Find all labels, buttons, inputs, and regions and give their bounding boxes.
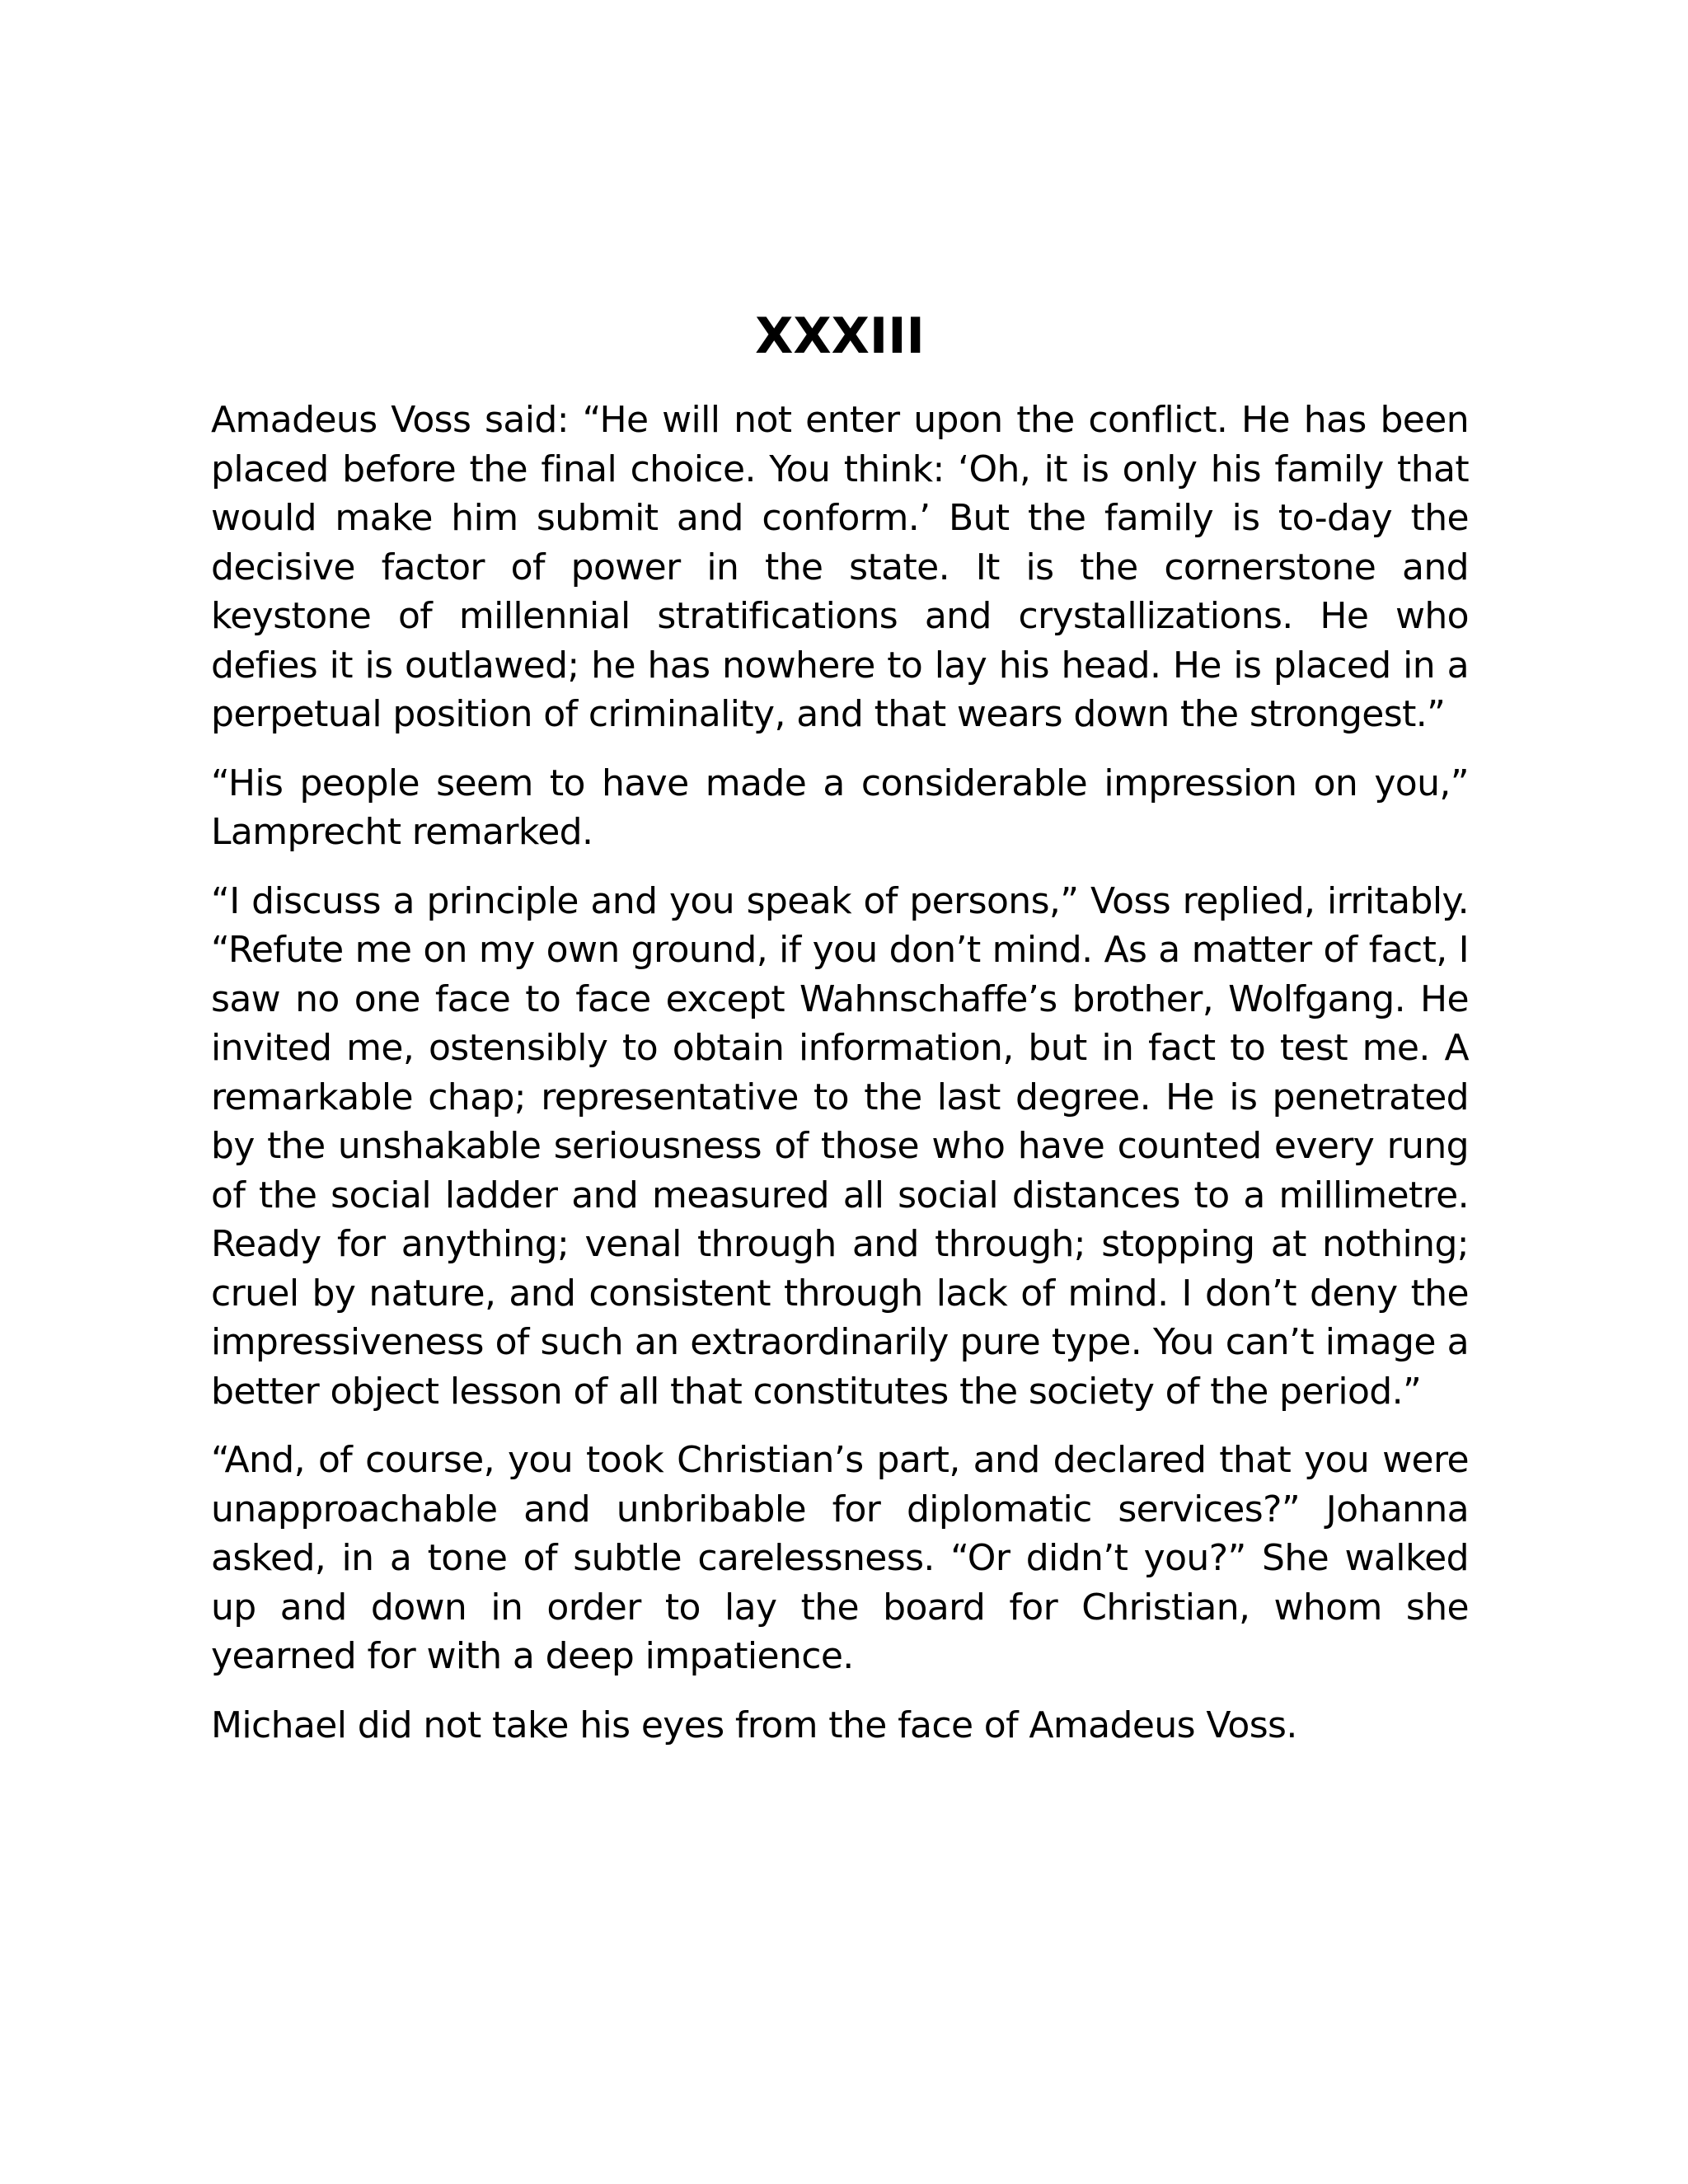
paragraph-2: “His people seem to have made a considerable impression on you,” Lamprecht remarked. — [211, 762, 1469, 853]
paragraph-3: “I discuss a principle and you speak of persons,” Voss replied, irritably. “Refute me on my own ground, if you don’t mind. As a matter of fact, I saw no one face to face except Wahnschaffe’s brother, Wolfgang. He invited me, ostensibly to obtain information, but in fact to test me. A remarkable chap; representative to the last degree. He is penetrated by the unshakable seriousness of those who have counted every rung of the social ladder and measured all social distances to a millimetre. Ready for anything; venal through and through; stopping at nothing; cruel by nature, and consistent through lack of mind. I don’t deny the impressiveness of such an extraordinarily pure type. You can’t image a better object lesson of all that constitutes the society of the period.” — [211, 879, 1469, 1413]
book-page — [211, 307, 1469, 1769]
chapter-heading: XXXIII — [755, 307, 925, 365]
paragraph-5: Michael did not take his eyes from the face of Amadeus Voss. — [211, 1704, 1297, 1746]
paragraph-1: Amadeus Voss said: “He will not enter upon the conflict. He has been placed before the final choice. You think: ‘Oh, it is only his family that would make him submit and conform.’ But the family is to-day the decisive factor of power in the state. It is the cornerstone and keystone of millennial stratifications and crystallizations. He who defies it is outlawed; he has nowhere to lay his head. He is placed in a perpetual position of criminality, and that wears down the strongest.” — [211, 399, 1469, 735]
paragraph-4: “And, of course, you took Christian’s part, and declared that you were unapproachable and unbribable for diplomatic services?” Johanna asked, in a tone of subtle carelessness. “Or didn’t you?” She walked up and down in order to lay the board for Christian, whom she yearned for with a deep impatience. — [211, 1439, 1469, 1677]
